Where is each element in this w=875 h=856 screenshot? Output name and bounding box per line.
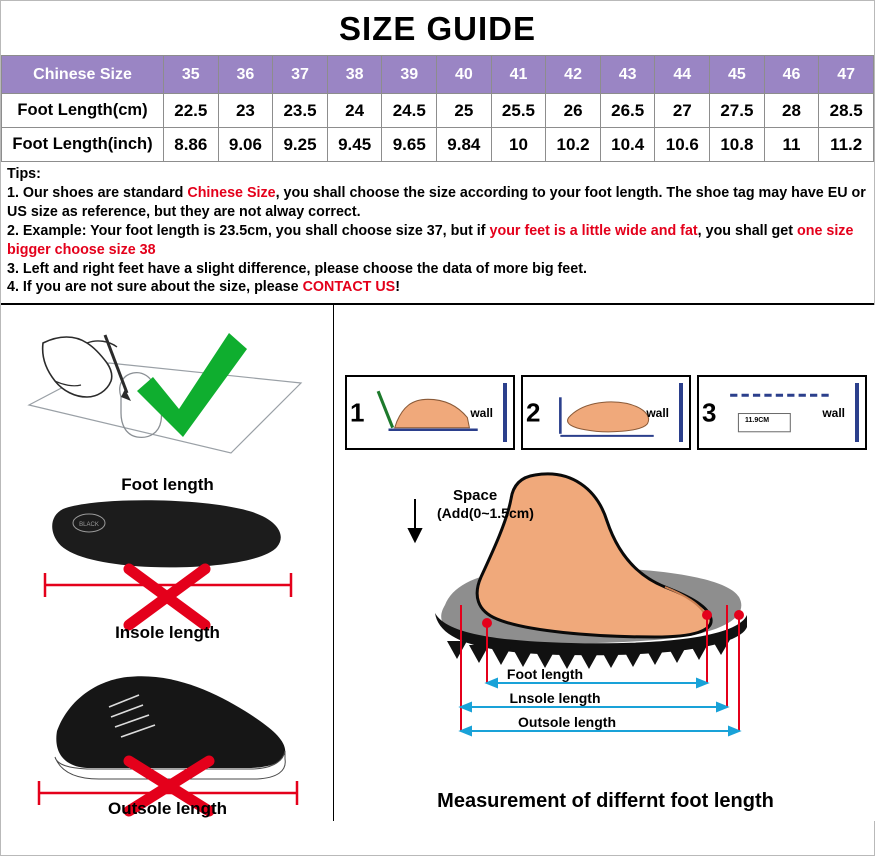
step-2-wall-bar — [679, 383, 683, 442]
table-row-foot-length-inch — [2, 128, 874, 162]
cell: 9.45 — [327, 128, 382, 162]
cell: 11.2 — [819, 128, 874, 162]
cell: 41 — [491, 56, 546, 94]
step-2-number: 2 — [526, 397, 541, 428]
cell: 10.4 — [600, 128, 655, 162]
contact-us-link[interactable]: CONTACT US — [302, 279, 396, 296]
row-label-foot-length-inch: Foot Length(inch) — [2, 128, 164, 162]
space-value: (Add(0~1.5cm) — [437, 505, 534, 522]
cell: 42 — [546, 56, 601, 94]
cell: 9.06 — [218, 128, 273, 162]
cell: 10.6 — [655, 128, 710, 162]
tips-line-4-a: 4. If you are not sure about the size, please — [7, 279, 303, 296]
size-table — [1, 55, 874, 162]
cell: 10.8 — [710, 128, 765, 162]
tips-line-1-highlight: Chinese Size — [187, 185, 276, 202]
caption-insole-length: Insole length — [115, 623, 220, 643]
tips-block — [1, 162, 874, 305]
cell: 25 — [437, 94, 492, 128]
step-3-number: 3 — [702, 397, 717, 428]
space-label: Space — [453, 487, 498, 505]
step-1 — [345, 375, 515, 450]
cell: 9.65 — [382, 128, 437, 162]
cell: 38 — [327, 56, 382, 94]
tracing-foot-illustration — [1, 305, 334, 473]
page-title: SIZE GUIDE — [338, 10, 537, 47]
step-3-wall-bar — [855, 383, 859, 442]
step-1-number: 1 — [350, 397, 365, 428]
outsole-illustration — [1, 645, 334, 821]
svg-text:BLACK: BLACK — [79, 522, 99, 529]
cell: 35 — [164, 56, 219, 94]
cell: 46 — [764, 56, 819, 94]
cell: 23 — [218, 94, 273, 128]
cell: 24.5 — [382, 94, 437, 128]
tips-line-4 — [7, 278, 868, 297]
right-illustration-column — [335, 305, 875, 821]
row-label-foot-length-cm: Foot Length(cm) — [2, 94, 164, 128]
cell: 37 — [273, 56, 328, 94]
table-row-chinese-size — [2, 56, 874, 94]
caption-outsole-length: Outsole length — [108, 799, 227, 819]
cell: 45 — [710, 56, 765, 94]
cell: 47 — [819, 56, 874, 94]
tracing-foot-drawing — [1, 305, 334, 473]
step-1-wall-label: wall — [470, 405, 493, 420]
step-2 — [521, 375, 691, 450]
table-row-foot-length-cm — [2, 94, 874, 128]
cell: 10 — [491, 128, 546, 162]
cell: 24 — [327, 94, 382, 128]
cell: 8.86 — [164, 128, 219, 162]
cell: 26 — [546, 94, 601, 128]
step-3-measure-value: 11.9CM — [745, 417, 770, 425]
cell: 43 — [600, 56, 655, 94]
cell: 9.25 — [273, 128, 328, 162]
foot-measurement-diagram — [335, 455, 875, 785]
tips-line-3: 3. Left and right feet have a slight difference, please choose the data of more big feet. — [7, 260, 587, 277]
tips-line-4-b: ! — [395, 279, 400, 296]
step-1-wall-bar — [503, 383, 507, 442]
svg-text:Outsole length: Outsole length — [518, 714, 616, 731]
step-3 — [697, 375, 867, 450]
cell: 27.5 — [710, 94, 765, 128]
illustration-area — [1, 305, 875, 821]
cell: 23.5 — [273, 94, 328, 128]
diagram-title: Measurement of differnt foot length — [437, 790, 774, 813]
insole-illustration — [1, 473, 334, 645]
cell: 25.5 — [491, 94, 546, 128]
cell: 11 — [764, 128, 819, 162]
step-3-wall-label: wall — [822, 405, 845, 420]
cell: 44 — [655, 56, 710, 94]
cell: 10.2 — [546, 128, 601, 162]
step-2-wall-label: wall — [646, 405, 669, 420]
cell: 39 — [382, 56, 437, 94]
cell: 26.5 — [600, 94, 655, 128]
svg-text:Foot length: Foot length — [506, 666, 584, 683]
shoe-drawing — [1, 645, 334, 821]
tips-line-2-a: 2. Example: Your foot length is 23.5cm, you shall choose size 37, but if — [7, 222, 490, 239]
tips-line-2-b: , you shall get — [697, 222, 797, 239]
caption-foot-length: Foot length — [121, 475, 214, 495]
cell: 27 — [655, 94, 710, 128]
insole-drawing — [1, 473, 334, 645]
tips-line-1-b: , you shall choose the size according to your foot length. The shoe tag may have EU or US size as reference, but they are not alway correct. — [7, 185, 866, 221]
tips-line-2-highlight-2: one size bigger choose size 38 — [7, 222, 854, 258]
cell: 22.5 — [164, 94, 219, 128]
svg-text:Lnsole length: Lnsole length — [509, 690, 601, 707]
measure-steps — [345, 375, 867, 450]
cell: 40 — [437, 56, 492, 94]
cell: 36 — [218, 56, 273, 94]
cell: 9.84 — [437, 128, 492, 162]
tips-line-2 — [7, 222, 868, 260]
tips-line-2-highlight-1: your feet is a little wide and fat — [489, 222, 698, 239]
left-illustration-column — [1, 305, 334, 821]
tips-heading: Tips: — [7, 166, 41, 183]
row-label-chinese-size: Chinese Size — [2, 56, 164, 94]
cell: 28 — [764, 94, 819, 128]
cell: 28.5 — [819, 94, 874, 128]
tips-line-1-a: 1. Our shoes are standard — [7, 185, 188, 202]
tips-line-1 — [7, 184, 868, 222]
